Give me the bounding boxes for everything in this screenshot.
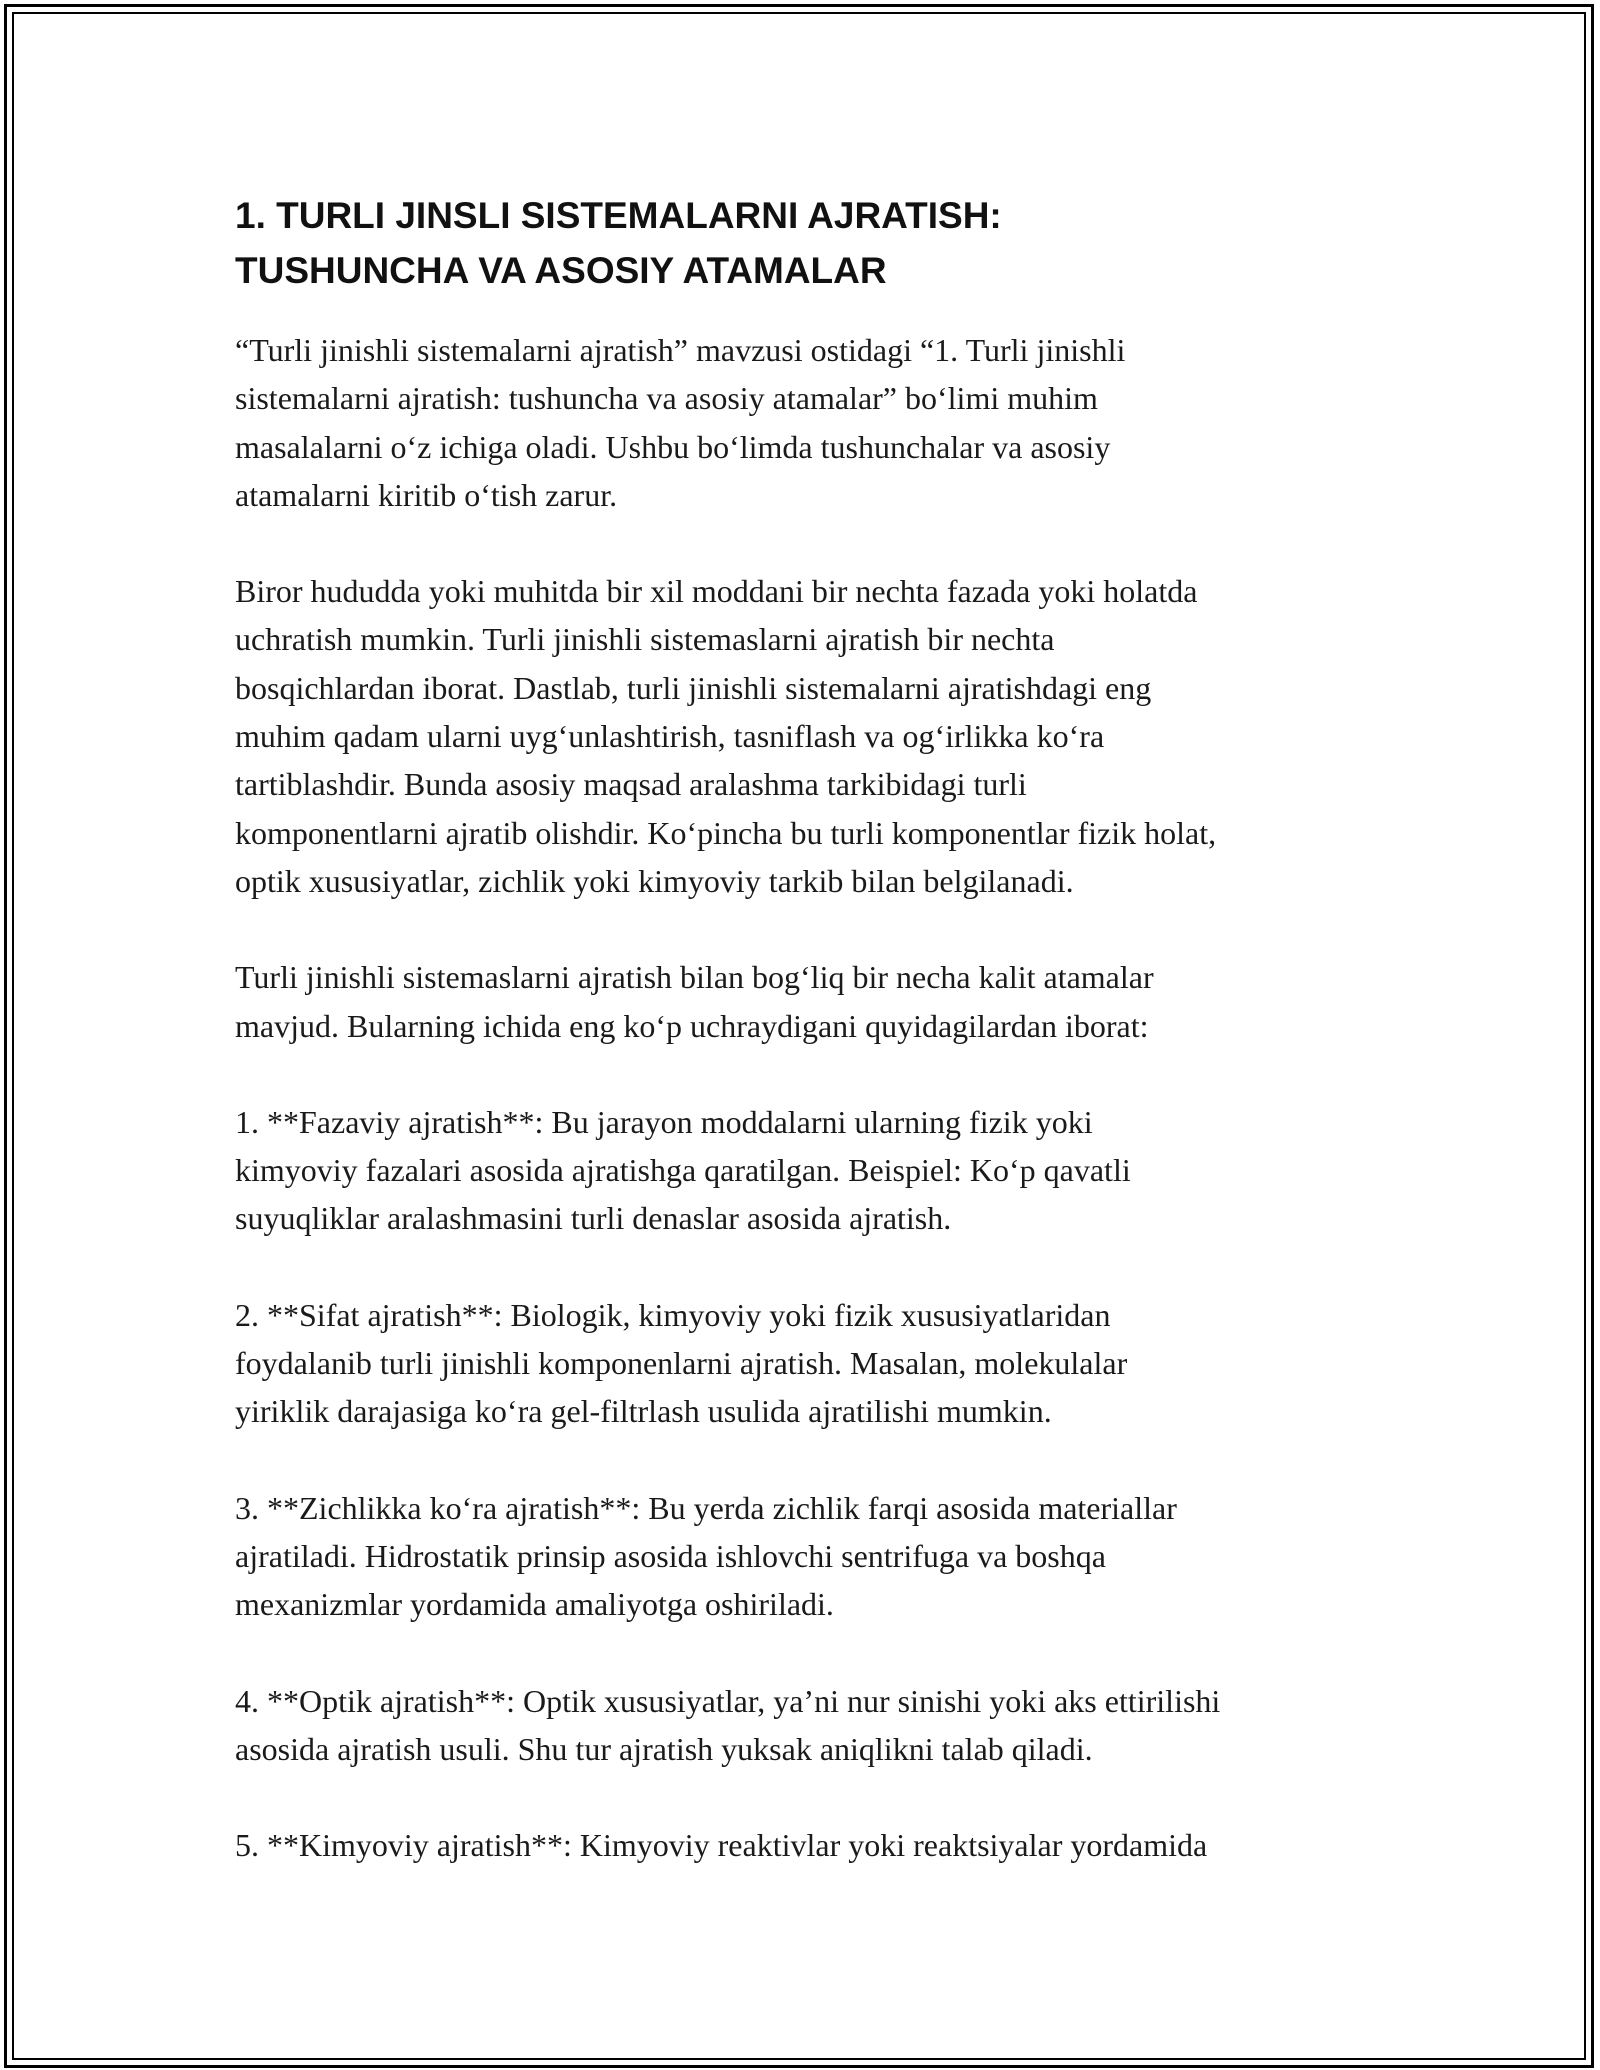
text-line: komponentlarni ajratib olishdir. Ko‘pincha bu turli komponentlar fizik holat, (235, 814, 1217, 851)
text-line: ajratiladi. Hidrostatik prinsip asosida ishlovchi sentrifuga va boshqa (235, 1537, 1106, 1574)
text-line: 5. **Kimyoviy ajratish**: Kimyoviy reaktivlar yoki reaktsiyalar yordamida (235, 1827, 1208, 1864)
text-line: optik xususiyatlar, zichlik yoki kimyoviy tarkib bilan belgilanadi. (235, 862, 1074, 899)
text-line: Turli jinishli sistemaslarni ajratish bilan bog‘liq bir necha kalit atamalar (235, 959, 1154, 996)
list-item-paragraph (235, 1484, 1375, 1629)
list-item-paragraph (235, 1098, 1375, 1243)
text-line: mexanizmlar yordamida amaliyotga oshiriladi. (235, 1586, 834, 1623)
text-line: 1. **Fazaviy ajratish**: Bu jarayon moddalarni ularning fizik yoki (235, 1103, 1093, 1140)
text-line: tartiblashdir. Bunda asosiy maqsad aralashma tarkibidagi turli (235, 766, 1027, 803)
text-line: mavjud. Bularning ichida eng ko‘p uchraydigani quyidagilardan iborat: (235, 1007, 1149, 1044)
text-line: bosqichlardan iborat. Dastlab, turli jinishli sistemalarni ajratishdagi eng (235, 669, 1152, 706)
text-line: muhim qadam ularni uyg‘unlashtirish, tasniflash va og‘irlikka ko‘ra (235, 718, 1105, 755)
text-line: kimyoviy fazalari asosida ajratishga qaratilgan. Beispiel: Ko‘p qavatli (235, 1152, 1131, 1189)
section-title-line: 1. TURLI JINSLI SISTEMALARNI AJRATISH: (235, 195, 1002, 236)
text-line: uchratish mumkin. Turli jinishli sistemaslarni ajratish bir nechta (235, 621, 1055, 658)
list-item-paragraph (235, 1291, 1375, 1436)
text-line: foydalanib turli jinishli komponenlarni ajratish. Masalan, molekulalar (235, 1345, 1128, 1382)
text-line: “Turli jinishli sistemalarni ajratish” mavzusi ostidagi “1. Turli jinishli (235, 332, 1126, 368)
text-line: 3. **Zichlikka ko‘ra ajratish**: Bu yerda zichlik farqi asosida materiallar (235, 1489, 1177, 1526)
text-line: Biror hududda yoki muhitda bir xil moddani bir nechta fazada yoki holatda (235, 573, 1198, 610)
text-line: asosida ajratish usuli. Shu tur ajratish yuksak aniqlikni talab qiladi. (235, 1730, 1093, 1767)
section-title (235, 188, 1375, 298)
section-title-line: TUSHUNCHA VA ASOSIY ATAMALAR (235, 250, 887, 291)
body-paragraph (235, 567, 1375, 905)
text-line: atamalarni kiritib o‘tish zarur. (235, 476, 618, 513)
document-body (235, 188, 1375, 1917)
text-line: 2. **Sifat ajratish**: Biologik, kimyoviy yoki fizik xususiyatlaridan (235, 1296, 1111, 1333)
list-item-paragraph (235, 1821, 1375, 1869)
list-item-paragraph (235, 1677, 1375, 1774)
text-line: sistemalarni ajratish: tushuncha va asosiy atamalar” bo‘limi muhim (235, 380, 1098, 417)
text-line: masalalarni o‘z ichiga oladi. Ushbu bo‘limda tushunchalar va asosiy (235, 428, 1111, 465)
body-paragraph (235, 953, 1375, 1050)
text-line: suyuqliklar aralashmasini turli denaslar asosida ajratish. (235, 1200, 952, 1237)
intro-paragraph (235, 326, 1375, 519)
text-line: yiriklik darajasiga ko‘ra gel-filtrlash usulida ajratilishi mumkin. (235, 1393, 1052, 1430)
text-line: 4. **Optik ajratish**: Optik xususiyatlar, ya’ni nur sinishi yoki aks ettirilishi (235, 1682, 1221, 1719)
